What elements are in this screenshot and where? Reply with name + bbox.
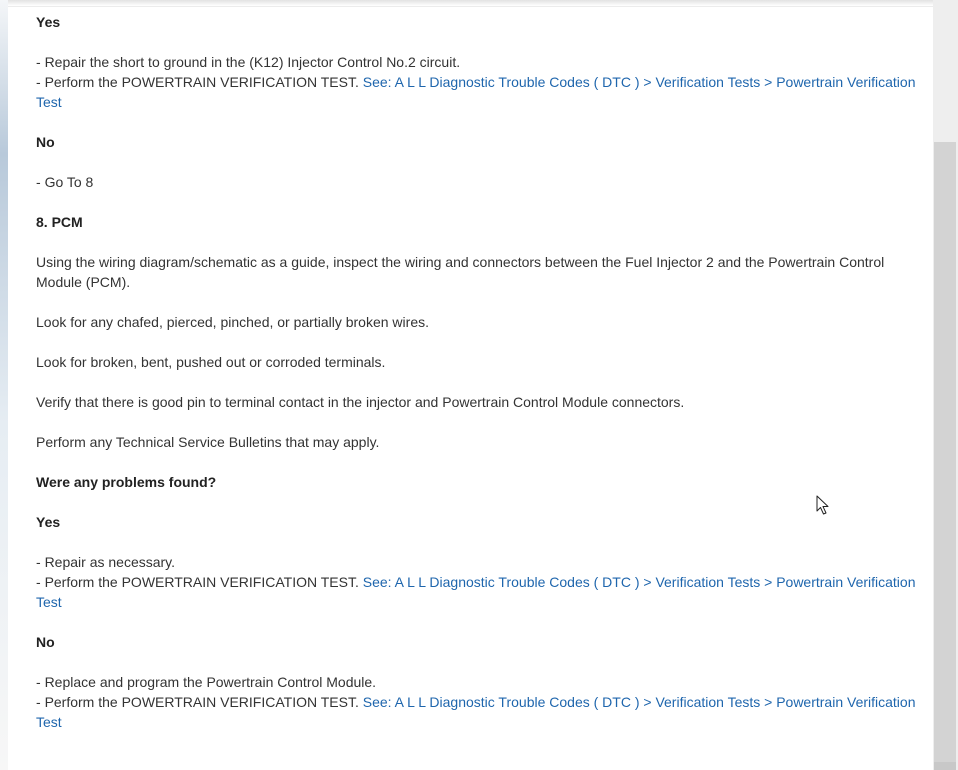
bullet-text: Perform the POWERTRAIN VERIFICATION TEST. (44, 574, 363, 590)
bullet-text: Repair the short to ground in the (K12) Injector Control No.2 circuit. (44, 54, 461, 70)
bullet-prefix: - (36, 54, 45, 70)
mouse-pointer-icon (816, 495, 830, 515)
step-8-paragraph: Perform any Technical Service Bulletins that may apply. (36, 434, 380, 450)
bullet-text: Perform the POWERTRAIN VERIFICATION TEST. (44, 694, 363, 710)
section-a-yes-list (36, 52, 916, 112)
bullet-prefix: - (36, 74, 45, 90)
bullet-text: Replace and program the Powertrain Control Module. (44, 674, 377, 690)
verification-test-link[interactable]: See: A L L Diagnostic Trouble Codes ( DTC ) > Verification Tests > Powertrain Verification Test (36, 74, 916, 110)
bullet-item (36, 52, 916, 72)
bullet-prefix: - (36, 174, 45, 190)
bullet-prefix: - (36, 574, 45, 590)
top-shadow-divider (8, 0, 933, 7)
section-a-yes-heading: Yes (36, 14, 61, 30)
bullet-item (36, 72, 916, 112)
verification-test-link[interactable]: See: A L L Diagnostic Trouble Codes ( DTC ) > Verification Tests > Powertrain Verification Test (36, 574, 916, 610)
step-8-paragraph: Using the wiring diagram/schematic as a guide, inspect the wiring and connectors between the Fuel Injector 2 and the Powertrain Control Module (PCM). (36, 254, 885, 290)
verification-test-link[interactable]: See: A L L Diagnostic Trouble Codes ( DTC ) > Verification Tests > Powertrain Verification Test (36, 694, 916, 730)
bullet-prefix: - (36, 694, 45, 710)
step-8-paragraph: Verify that there is good pin to terminal contact in the injector and Powertrain Control Module connectors. (36, 394, 685, 410)
step-8-question: Were any problems found? (36, 474, 217, 490)
section-a-no-list (36, 172, 916, 192)
step-8-paragraph: Look for broken, bent, pushed out or corroded terminals. (36, 354, 386, 370)
step-8-title: 8. PCM (36, 214, 83, 230)
scrollbar-thumb[interactable] (934, 142, 956, 762)
bullet-prefix: - (36, 674, 45, 690)
bullet-prefix: - (36, 554, 45, 570)
section-a-no-heading: No (36, 134, 55, 150)
bullet-text: Go To 8 (44, 174, 94, 190)
bullet-text: Perform the POWERTRAIN VERIFICATION TEST. (44, 74, 363, 90)
bullet-item (36, 172, 916, 192)
vertical-scrollbar[interactable] (933, 0, 958, 770)
step-8-no-list (36, 672, 916, 732)
bullet-item (36, 692, 916, 732)
bullet-text: Repair as necessary. (44, 554, 176, 570)
scroll-down-arrow-icon[interactable] (934, 762, 956, 770)
bullet-item (36, 672, 916, 692)
step-8-yes-list (36, 552, 916, 612)
step-8-no-heading: No (36, 634, 55, 650)
bullet-item (36, 572, 916, 612)
step-8-yes-heading: Yes (36, 514, 61, 530)
document-page (8, 0, 933, 770)
background-strip (0, 0, 8, 770)
step-8-paragraph: Look for any chafed, pierced, pinched, or partially broken wires. (36, 314, 429, 330)
bullet-item (36, 552, 916, 572)
document-content (36, 12, 916, 752)
